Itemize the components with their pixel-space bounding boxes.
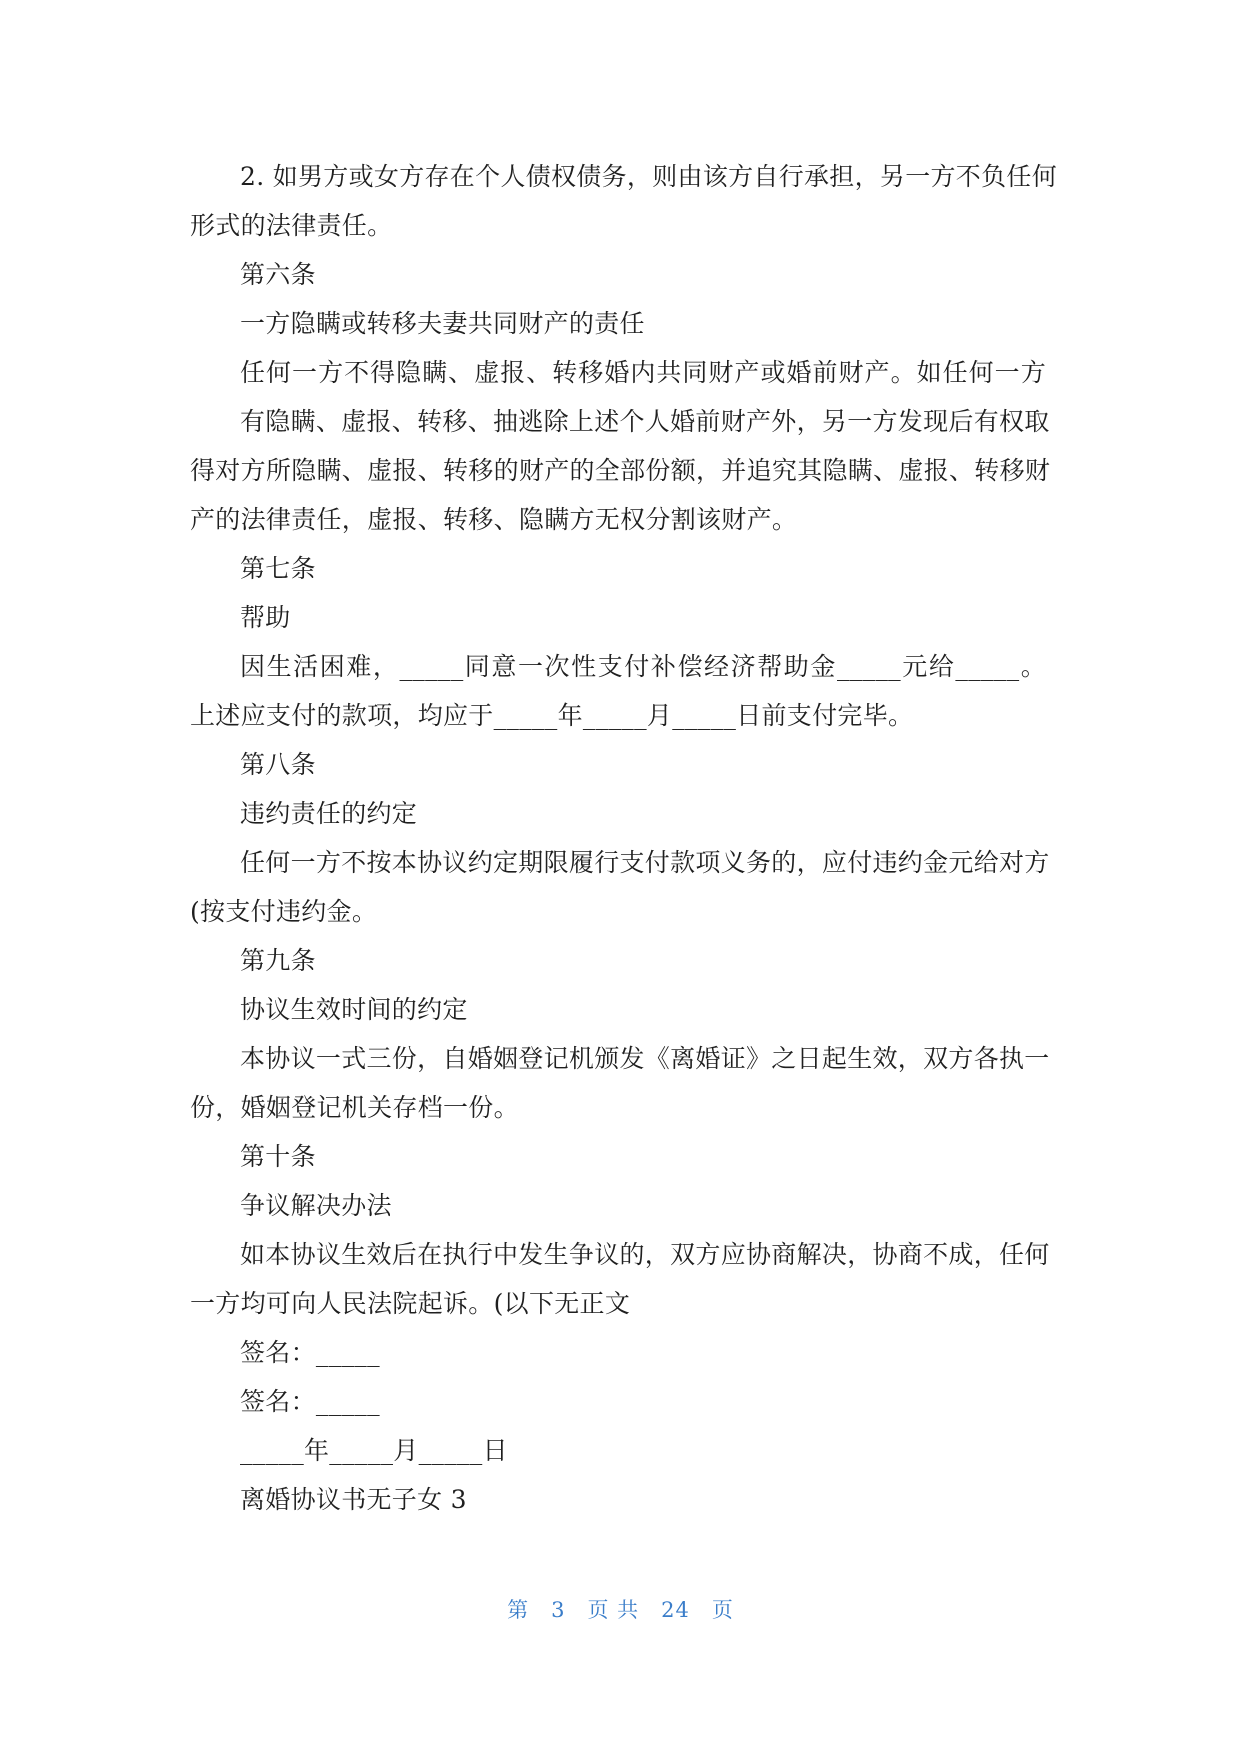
section-title: 离婚协议书无子女 3 [240, 1485, 467, 1514]
page-footer [0, 1594, 1241, 1624]
article-heading: 第六条 [240, 260, 316, 289]
article-title: 帮助 [240, 603, 291, 632]
paragraph-line: 本协议一式三份，自婚姻登记机颁发《离婚证》之日起生效，双方各执一 [240, 1044, 1050, 1073]
article-heading: 第十条 [240, 1142, 316, 1171]
document-body [190, 152, 1058, 1524]
paragraph-line: 上述应支付的款项，均应于_____年_____月_____日前支付完毕。 [190, 701, 914, 730]
date-line: _____年_____月_____日 [240, 1436, 508, 1465]
paragraph-line: 如本协议生效后在执行中发生争议的，双方应协商解决，协商不成，任何 [240, 1240, 1050, 1269]
footer-middle: 页 共 [587, 1598, 640, 1622]
paragraph-line: 形式的法律责任。 [190, 211, 393, 240]
total-pages-number: 24 [661, 1598, 690, 1622]
footer-suffix: 页 [711, 1598, 734, 1622]
paragraph-line: 因生活困难，_____同意一次性支付补偿经济帮助金_____元给_____。 [240, 652, 1046, 681]
paragraph-line: 有隐瞒、虚报、转移、抽逃除上述个人婚前财产外，另一方发现后有权取 [240, 407, 1050, 436]
signature-line: 签名：_____ [240, 1338, 380, 1367]
paragraph-line: 份，婚姻登记机关存档一份。 [190, 1093, 519, 1122]
article-heading: 第九条 [240, 946, 316, 975]
article-title: 协议生效时间的约定 [240, 995, 468, 1024]
paragraph-line: 产的法律责任，虚报、转移、隐瞒方无权分割该财产。 [190, 505, 798, 534]
article-heading: 第七条 [240, 554, 316, 583]
current-page-number: 3 [551, 1598, 566, 1622]
paragraph-line: 得对方所隐瞒、虚报、转移的财产的全部份额，并追究其隐瞒、虚报、转移财 [190, 456, 1051, 485]
paragraph-line: 一方均可向人民法院起诉。(以下无正文 [190, 1289, 631, 1318]
article-title: 一方隐瞒或转移夫妻共同财产的责任 [240, 309, 645, 338]
footer-prefix: 第 [507, 1598, 530, 1622]
paragraph-line: 2. 如男方或女方存在个人债权债务，则由该方自行承担，另一方不负任何 [240, 162, 1058, 191]
article-title: 争议解决办法 [240, 1191, 392, 1220]
paragraph-line: (按支付违约金。 [190, 897, 378, 926]
signature-line: 签名：_____ [240, 1387, 380, 1416]
paragraph-line: 任何一方不得隐瞒、虚报、转移婚内共同财产或婚前财产。如任何一方 [240, 358, 1046, 387]
paragraph-line: 任何一方不按本协议约定期限履行支付款项义务的，应付违约金元给对方 [240, 848, 1050, 877]
article-title: 违约责任的约定 [240, 799, 418, 828]
article-heading: 第八条 [240, 750, 316, 779]
